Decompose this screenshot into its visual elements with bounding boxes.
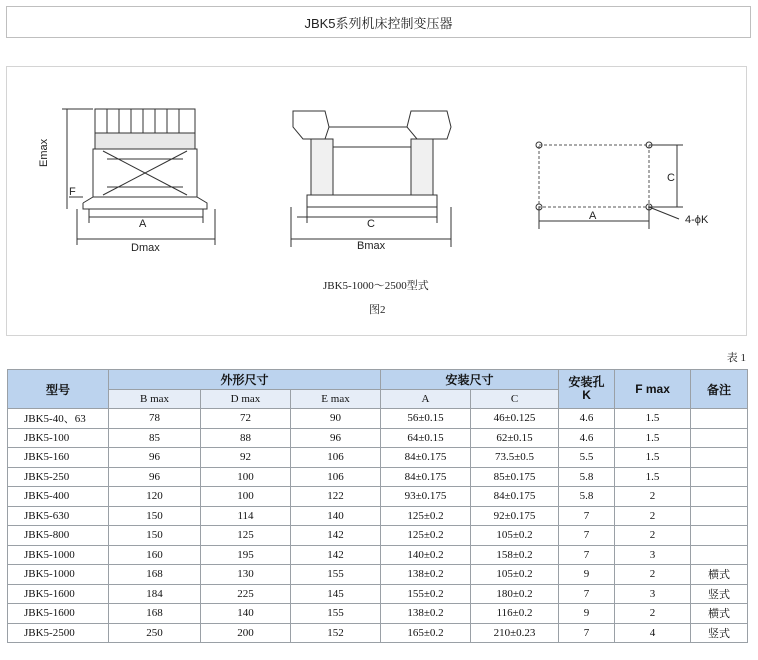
hole-view (539, 145, 649, 207)
table-cell: 7 (559, 623, 615, 643)
table-cell: 1.5 (615, 409, 691, 429)
subheader-c: C (471, 389, 559, 409)
table-cell: 184 (109, 584, 201, 604)
model-cell: JBK5-160 (8, 448, 109, 468)
table-cell: 140±0.2 (381, 545, 471, 565)
table-cell: 250 (109, 623, 201, 643)
table-cell (691, 506, 748, 526)
table-cell: 1.5 (615, 467, 691, 487)
table-cell: 158±0.2 (471, 545, 559, 565)
model-cell: JBK5-1000 (8, 565, 109, 585)
table-cell: 64±0.15 (381, 428, 471, 448)
table-cell: 7 (559, 584, 615, 604)
table-cell: 200 (201, 623, 291, 643)
table-row (8, 604, 748, 624)
table-cell: 竖式 (691, 623, 748, 643)
table-cell: 85±0.175 (471, 467, 559, 487)
table-cell: 106 (291, 448, 381, 468)
table-cell: 142 (291, 526, 381, 546)
table-cell: 168 (109, 565, 201, 585)
table-cell (691, 545, 748, 565)
table-cell: 150 (109, 526, 201, 546)
subheader-emax: E max (291, 389, 381, 409)
table-cell: 2 (615, 506, 691, 526)
table-cell: 竖式 (691, 584, 748, 604)
table-cell: 4 (615, 623, 691, 643)
table-cell: 152 (291, 623, 381, 643)
table-cell: 84±0.175 (381, 448, 471, 468)
table-cell: 138±0.2 (381, 604, 471, 624)
table-cell: 73.5±0.5 (471, 448, 559, 468)
table-cell: 100 (201, 467, 291, 487)
dim-a-front: A (139, 218, 147, 230)
table-cell: 150 (109, 506, 201, 526)
table-cell: 4.6 (559, 409, 615, 429)
terminal-block (95, 109, 195, 133)
table-cell: 155±0.2 (381, 584, 471, 604)
table-cell (691, 526, 748, 546)
table-cell: 56±0.15 (381, 409, 471, 429)
figure-number: 图2 (369, 304, 386, 316)
table-cell: 130 (201, 565, 291, 585)
figure-caption: JBK5-1000～2500型式 (323, 280, 429, 292)
dim-emax: Emax (38, 138, 50, 167)
table-cell: 140 (291, 506, 381, 526)
table-cell: 116±0.2 (471, 604, 559, 624)
table-cell (691, 487, 748, 507)
table-cell: 145 (291, 584, 381, 604)
drawing-figure (6, 66, 747, 336)
dim-a-hole: A (589, 210, 597, 222)
table-cell: 2 (615, 526, 691, 546)
table-cell: 180±0.2 (471, 584, 559, 604)
subheader-dmax: D max (201, 389, 291, 409)
table-cell: 93±0.175 (381, 487, 471, 507)
table-cell: 横式 (691, 565, 748, 585)
table-cell (691, 467, 748, 487)
header-hole-text: 安装孔 K (568, 375, 605, 402)
header-model: 型号 (8, 370, 109, 409)
spec-table (7, 369, 748, 643)
table-cell: 62±0.15 (471, 428, 559, 448)
table-cell: 96 (291, 428, 381, 448)
model-cell: JBK5-630 (8, 506, 109, 526)
table-cell (691, 428, 748, 448)
table-row (8, 565, 748, 585)
model-cell: JBK5-800 (8, 526, 109, 546)
model-cell: JBK5-100 (8, 428, 109, 448)
table-cell: 90 (291, 409, 381, 429)
table-cell: 165±0.2 (381, 623, 471, 643)
table-cell: 2 (615, 487, 691, 507)
table-cell: 88 (201, 428, 291, 448)
model-cell: JBK5-1600 (8, 604, 109, 624)
table-cell: 105±0.2 (471, 526, 559, 546)
table-cell: 3 (615, 545, 691, 565)
table-cell: 125±0.2 (381, 526, 471, 546)
dim-bmax: Bmax (357, 240, 386, 252)
table-cell: 84±0.175 (381, 467, 471, 487)
table-row (8, 545, 748, 565)
table-cell: 7 (559, 545, 615, 565)
table-cell: 122 (291, 487, 381, 507)
table-cell: 3 (615, 584, 691, 604)
table-cell: 46±0.125 (471, 409, 559, 429)
header-fmax: F max (615, 370, 691, 409)
table-cell: 120 (109, 487, 201, 507)
subheader-a: A (381, 389, 471, 409)
technical-drawing (7, 67, 748, 337)
table-cell: 72 (201, 409, 291, 429)
dim-c-side: C (367, 218, 375, 230)
header-remark: 备注 (691, 370, 748, 409)
table-cell: 92 (201, 448, 291, 468)
table-cell: 142 (291, 545, 381, 565)
table-cell: 9 (559, 565, 615, 585)
table-row (8, 409, 748, 429)
dim-dmax: Dmax (131, 242, 160, 254)
table-cell (691, 409, 748, 429)
page-title: JBK5系列机床控制变压器 (6, 6, 751, 38)
table-row (8, 487, 748, 507)
table-cell: 105±0.2 (471, 565, 559, 585)
table-cell (691, 448, 748, 468)
table-cell: 84±0.175 (471, 487, 559, 507)
dim-c-hole: C (667, 172, 675, 184)
model-cell: JBK5-400 (8, 487, 109, 507)
table-cell: 106 (291, 467, 381, 487)
model-cell: JBK5-1000 (8, 545, 109, 565)
table-body (8, 409, 748, 643)
table-cell: 5.8 (559, 467, 615, 487)
table-cell: 96 (109, 448, 201, 468)
table-row (8, 584, 748, 604)
table-cell: 155 (291, 604, 381, 624)
header-hole (559, 370, 615, 409)
header-install-dims: 安装尺寸 (381, 370, 559, 390)
table-cell: 96 (109, 467, 201, 487)
table-cell: 125 (201, 526, 291, 546)
model-cell: JBK5-1600 (8, 584, 109, 604)
table-row (8, 526, 748, 546)
table-cell: 225 (201, 584, 291, 604)
dim-f: F (69, 186, 76, 198)
table-number: 表 1 (726, 352, 746, 364)
table-cell: 5.8 (559, 487, 615, 507)
table-row (8, 448, 748, 468)
subheader-bmax: B max (109, 389, 201, 409)
dim-hole-k: 4-ϕK (685, 214, 709, 226)
table-cell: 195 (201, 545, 291, 565)
table-cell: 100 (201, 487, 291, 507)
table-cell: 横式 (691, 604, 748, 624)
model-cell: JBK5-250 (8, 467, 109, 487)
table-cell: 1.5 (615, 428, 691, 448)
table-cell: 85 (109, 428, 201, 448)
model-cell: JBK5-2500 (8, 623, 109, 643)
table-cell: 9 (559, 604, 615, 624)
table-cell: 125±0.2 (381, 506, 471, 526)
table-cell: 78 (109, 409, 201, 429)
table-cell: 1.5 (615, 448, 691, 468)
table-cell: 140 (201, 604, 291, 624)
table-cell: 7 (559, 506, 615, 526)
table-cell: 210±0.23 (471, 623, 559, 643)
table-cell: 155 (291, 565, 381, 585)
table-cell: 168 (109, 604, 201, 624)
header-outer-dims: 外形尺寸 (109, 370, 381, 390)
table-row (8, 428, 748, 448)
table-cell: 7 (559, 526, 615, 546)
table-cell: 92±0.175 (471, 506, 559, 526)
table-cell: 114 (201, 506, 291, 526)
table-row (8, 467, 748, 487)
table-cell: 2 (615, 565, 691, 585)
table-cell: 138±0.2 (381, 565, 471, 585)
table-cell: 4.6 (559, 428, 615, 448)
table-row (8, 623, 748, 643)
table-cell: 5.5 (559, 448, 615, 468)
model-cell: JBK5-40、63 (8, 409, 109, 429)
table-row (8, 506, 748, 526)
table-cell: 160 (109, 545, 201, 565)
table-cell: 2 (615, 604, 691, 624)
